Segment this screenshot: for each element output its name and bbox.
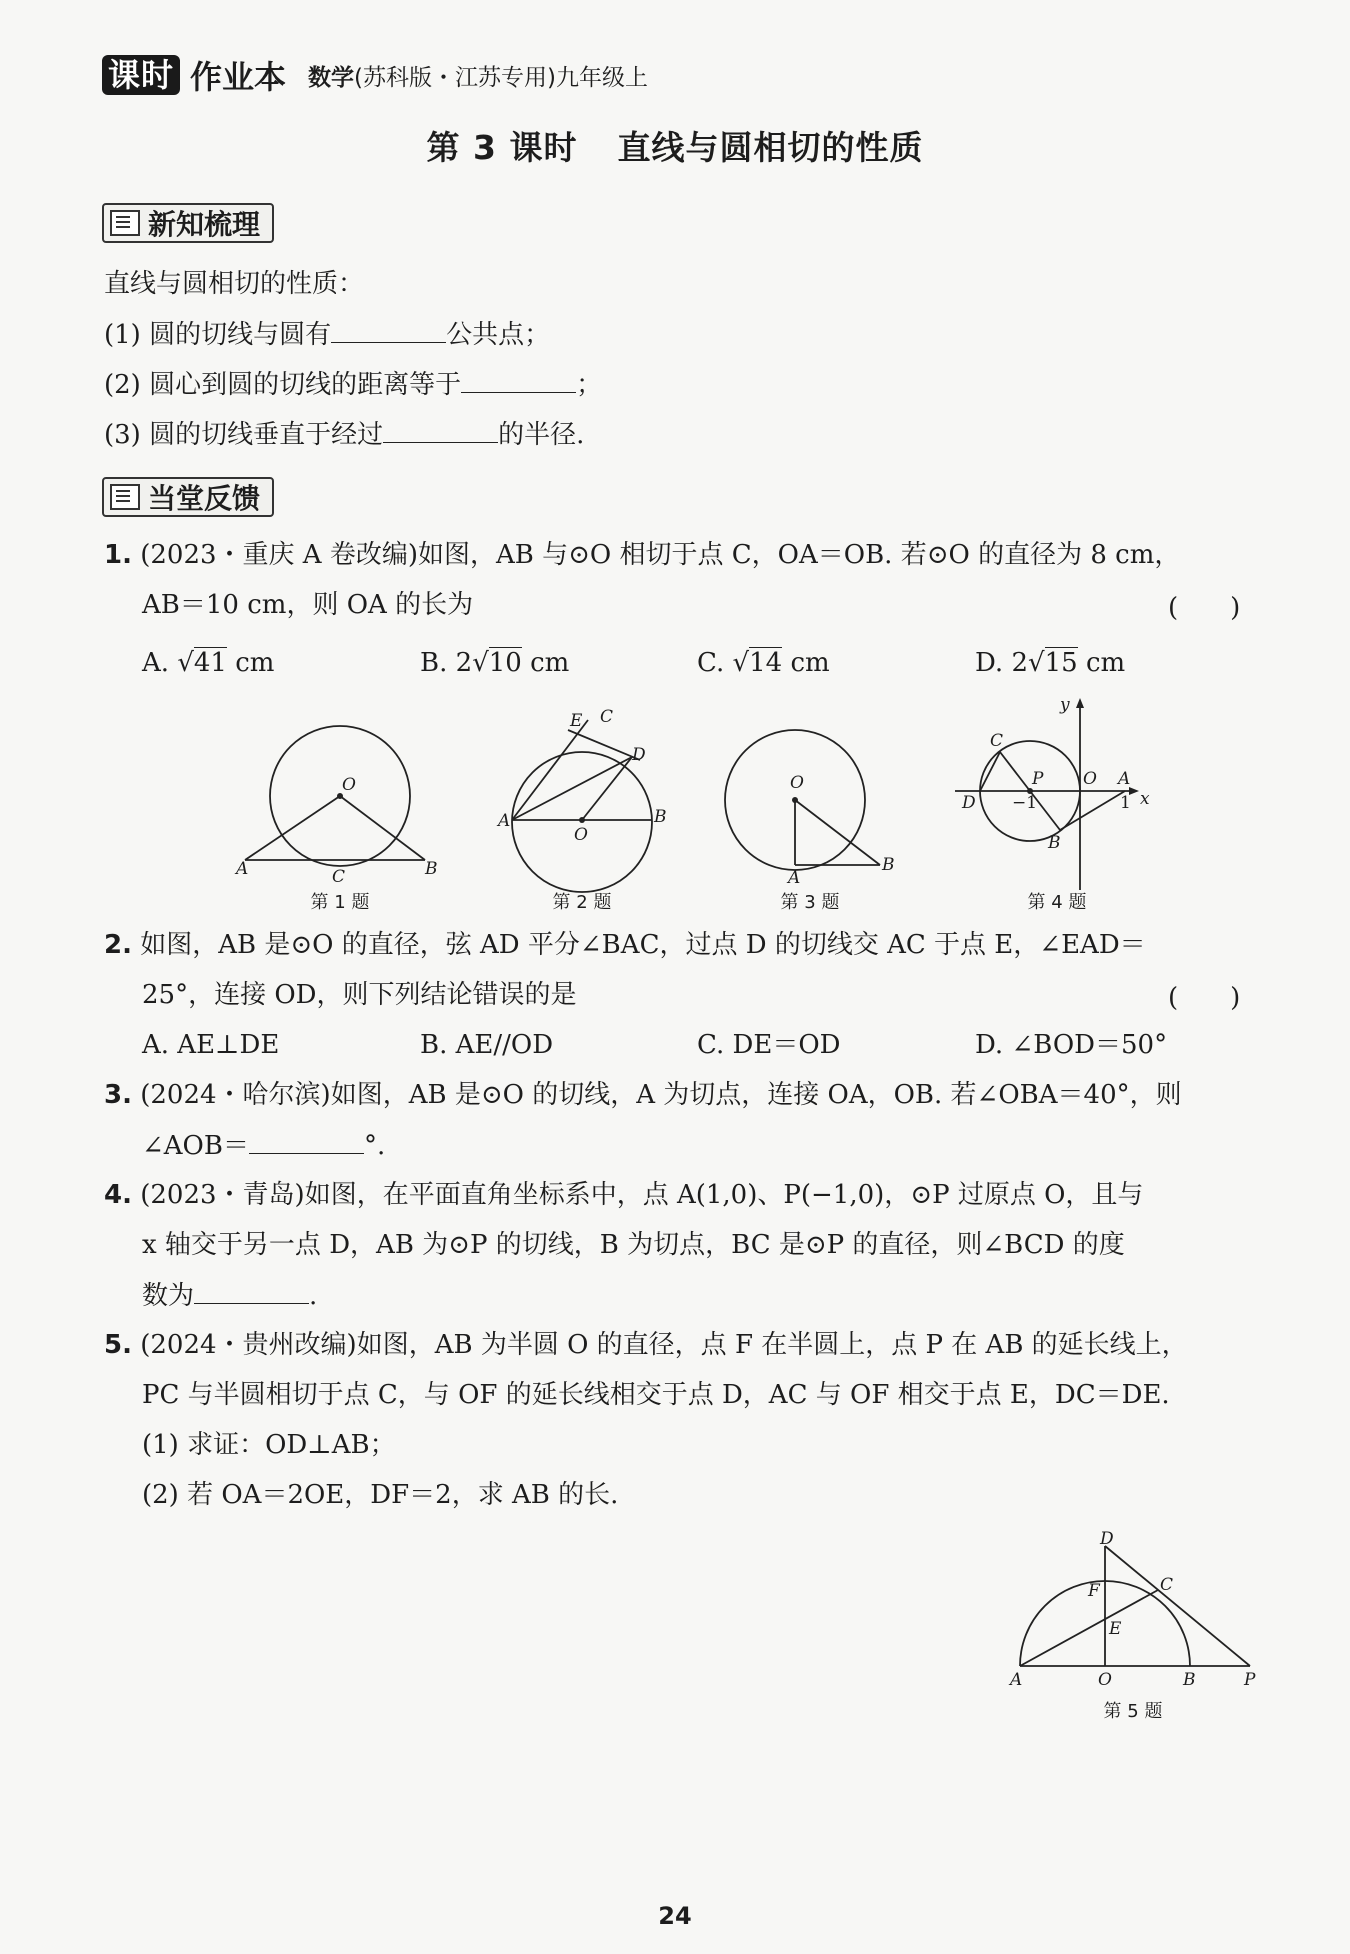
q1-option-a[interactable]: A. √41 cm: [142, 648, 275, 678]
fig2-chord-ad: [512, 757, 632, 820]
fig1-label-b: B: [425, 859, 438, 879]
answer-blank-1[interactable]: [331, 316, 446, 343]
fig2-chord-ac: [512, 720, 588, 820]
answer-blank-3[interactable]: [383, 416, 498, 443]
fig1-label-a: A: [236, 859, 249, 879]
question-5-line2: PC 与半圆相切于点 C，与 OF 的延长线相交于点 D，AC 与 OF 相交于点 E，DC＝DE.: [142, 1380, 1170, 1410]
fig3-label-b: B: [882, 855, 895, 875]
fig5-label-b: B: [1183, 1670, 1196, 1690]
fig2-label-a: A: [498, 811, 511, 831]
fig1-label-c: C: [332, 867, 346, 887]
section1-intro: 直线与圆相切的性质：: [104, 269, 365, 299]
page-header: [102, 52, 648, 98]
fig2-line-od: [582, 757, 632, 820]
fig4-caption: 第 4 题: [1027, 892, 1087, 913]
fig4-label-1: 1: [1120, 793, 1131, 813]
q1-option-c[interactable]: C. √14 cm: [697, 648, 830, 678]
fig5-caption: 第 5 题: [1103, 1701, 1163, 1722]
fig4-label-minus1: −1: [1012, 793, 1038, 813]
fig4-label-a: A: [1118, 769, 1131, 789]
fig4-label-c: C: [990, 731, 1004, 751]
page-number: 24: [658, 1902, 692, 1930]
question-5-sub2: (2) 若 OA＝2OE，DF＝2，求 AB 的长.: [142, 1480, 619, 1510]
fig2-caption: 第 2 题: [552, 892, 612, 913]
q2-option-a[interactable]: A. AE⊥DE: [142, 1030, 280, 1060]
answer-blank-q3[interactable]: [249, 1127, 364, 1154]
fill-item-2: (2) 圆心到圆的切线的距离等于 ；: [104, 366, 602, 403]
fig2-label-d: D: [632, 745, 646, 765]
fig4-label-p: P: [1032, 769, 1044, 789]
question-4-line1: 4. (2023・青岛)如图，在平面直角坐标系中，点 A(1,0)、P(−1,0)，⊙P 过原点 O，且与: [104, 1180, 1144, 1210]
q2-option-b[interactable]: B. AE//OD: [420, 1030, 554, 1060]
fig3-label-o: O: [790, 773, 804, 793]
figures-row: [0, 690, 1350, 920]
fig4-label-d: D: [962, 793, 976, 813]
fig4-tangent-ab: [1060, 791, 1125, 830]
fig1-label-o: O: [342, 775, 356, 795]
fig5-label-c: C: [1160, 1575, 1174, 1595]
q1-option-d[interactable]: D. 2√15 cm: [975, 648, 1126, 678]
fig2-label-c: C: [600, 707, 614, 727]
fig4-label-b: B: [1048, 833, 1061, 853]
question-5-sub1: (1) 求证：OD⊥AB；: [142, 1430, 396, 1460]
fill-item-1: (1) 圆的切线与圆有 公共点；: [104, 316, 550, 353]
fig5-label-e: E: [1109, 1619, 1122, 1639]
answer-blank-q4[interactable]: [194, 1277, 309, 1304]
fig5-label-f: F: [1088, 1581, 1100, 1601]
fill-item-3: (3) 圆的切线垂直于经过 的半径.: [104, 416, 584, 453]
answer-parens-2[interactable]: ( ): [1168, 983, 1241, 1013]
fig4-label-x: x: [1140, 789, 1150, 809]
fig5-label-o: O: [1098, 1670, 1112, 1690]
fig5-tangent-dp: [1105, 1546, 1250, 1666]
q2-option-c[interactable]: C. DE＝OD: [697, 1030, 841, 1060]
fig2-label-b: B: [654, 807, 667, 827]
fig1-line-ob: [340, 796, 425, 860]
book-icon: [110, 210, 140, 236]
fig1-line-oa: [245, 796, 340, 860]
fig4-label-o: O: [1083, 769, 1097, 789]
question-2-line1: 2. 如图，AB 是⊙O 的直径，弦 AD 平分∠BAC，过点 D 的切线交 AC 于点 E，∠EAD＝: [104, 930, 1146, 960]
question-4-line3: 数为 .: [142, 1277, 317, 1314]
fig4-label-y: y: [1060, 695, 1070, 715]
book-name: 作业本: [190, 58, 287, 96]
q1-option-b[interactable]: B. 2√10 cm: [420, 648, 570, 678]
question-1-line1: 1. (2023・重庆 A 卷改编)如图，AB 与⊙O 相切于点 C，OA＝OB. 若⊙O 的直径为 8 cm，: [104, 540, 1181, 570]
answer-parens-1[interactable]: ( ): [1168, 593, 1241, 623]
answer-blank-2[interactable]: [461, 366, 576, 393]
section-header-new-knowledge: 新知梳理: [102, 203, 274, 243]
question-3-line2: ∠AOB＝ °.: [142, 1127, 385, 1164]
fig3-caption: 第 3 题: [780, 892, 840, 913]
fig5-label-d: D: [1100, 1530, 1114, 1549]
fig2-label-o: O: [574, 825, 588, 845]
lesson-title: 第 3 课时 直线与圆相切的性质: [426, 128, 924, 167]
question-3-line1: 3. (2024・哈尔滨)如图，AB 是⊙O 的切线，A 为切点，连接 OA，OB. 若∠OBA＝40°，则: [104, 1080, 1182, 1110]
series-logo: 课时: [102, 55, 180, 95]
subject-info: 数学(苏科版・江苏专用)九年级上: [308, 64, 648, 91]
section-header-feedback: 当堂反馈: [102, 477, 274, 517]
fig5-label-a: A: [1010, 1670, 1023, 1690]
question-1-line2: AB＝10 cm，则 OA 的长为: [142, 590, 474, 620]
fig5-label-p: P: [1244, 1670, 1256, 1690]
fig5-line-ac: [1020, 1590, 1158, 1666]
q2-option-d[interactable]: D. ∠BOD＝50°: [975, 1030, 1168, 1060]
fig3-label-a: A: [788, 868, 801, 888]
question-4-line2: x 轴交于另一点 D，AB 为⊙P 的切线，B 为切点，BC 是⊙P 的直径，则∠BCD 的度: [142, 1230, 1125, 1260]
fig2-label-e: E: [570, 711, 583, 731]
fig1-caption: 第 1 题: [310, 892, 370, 913]
figure-5: [1000, 1530, 1270, 1690]
pencil-icon: [110, 484, 140, 510]
question-5-line1: 5. (2024・贵州改编)如图，AB 为半圆 O 的直径，点 F 在半圆上，点 P 在 AB 的延长线上，: [104, 1330, 1188, 1360]
question-2-line2: 25°，连接 OD，则下列结论错误的是: [142, 980, 577, 1010]
